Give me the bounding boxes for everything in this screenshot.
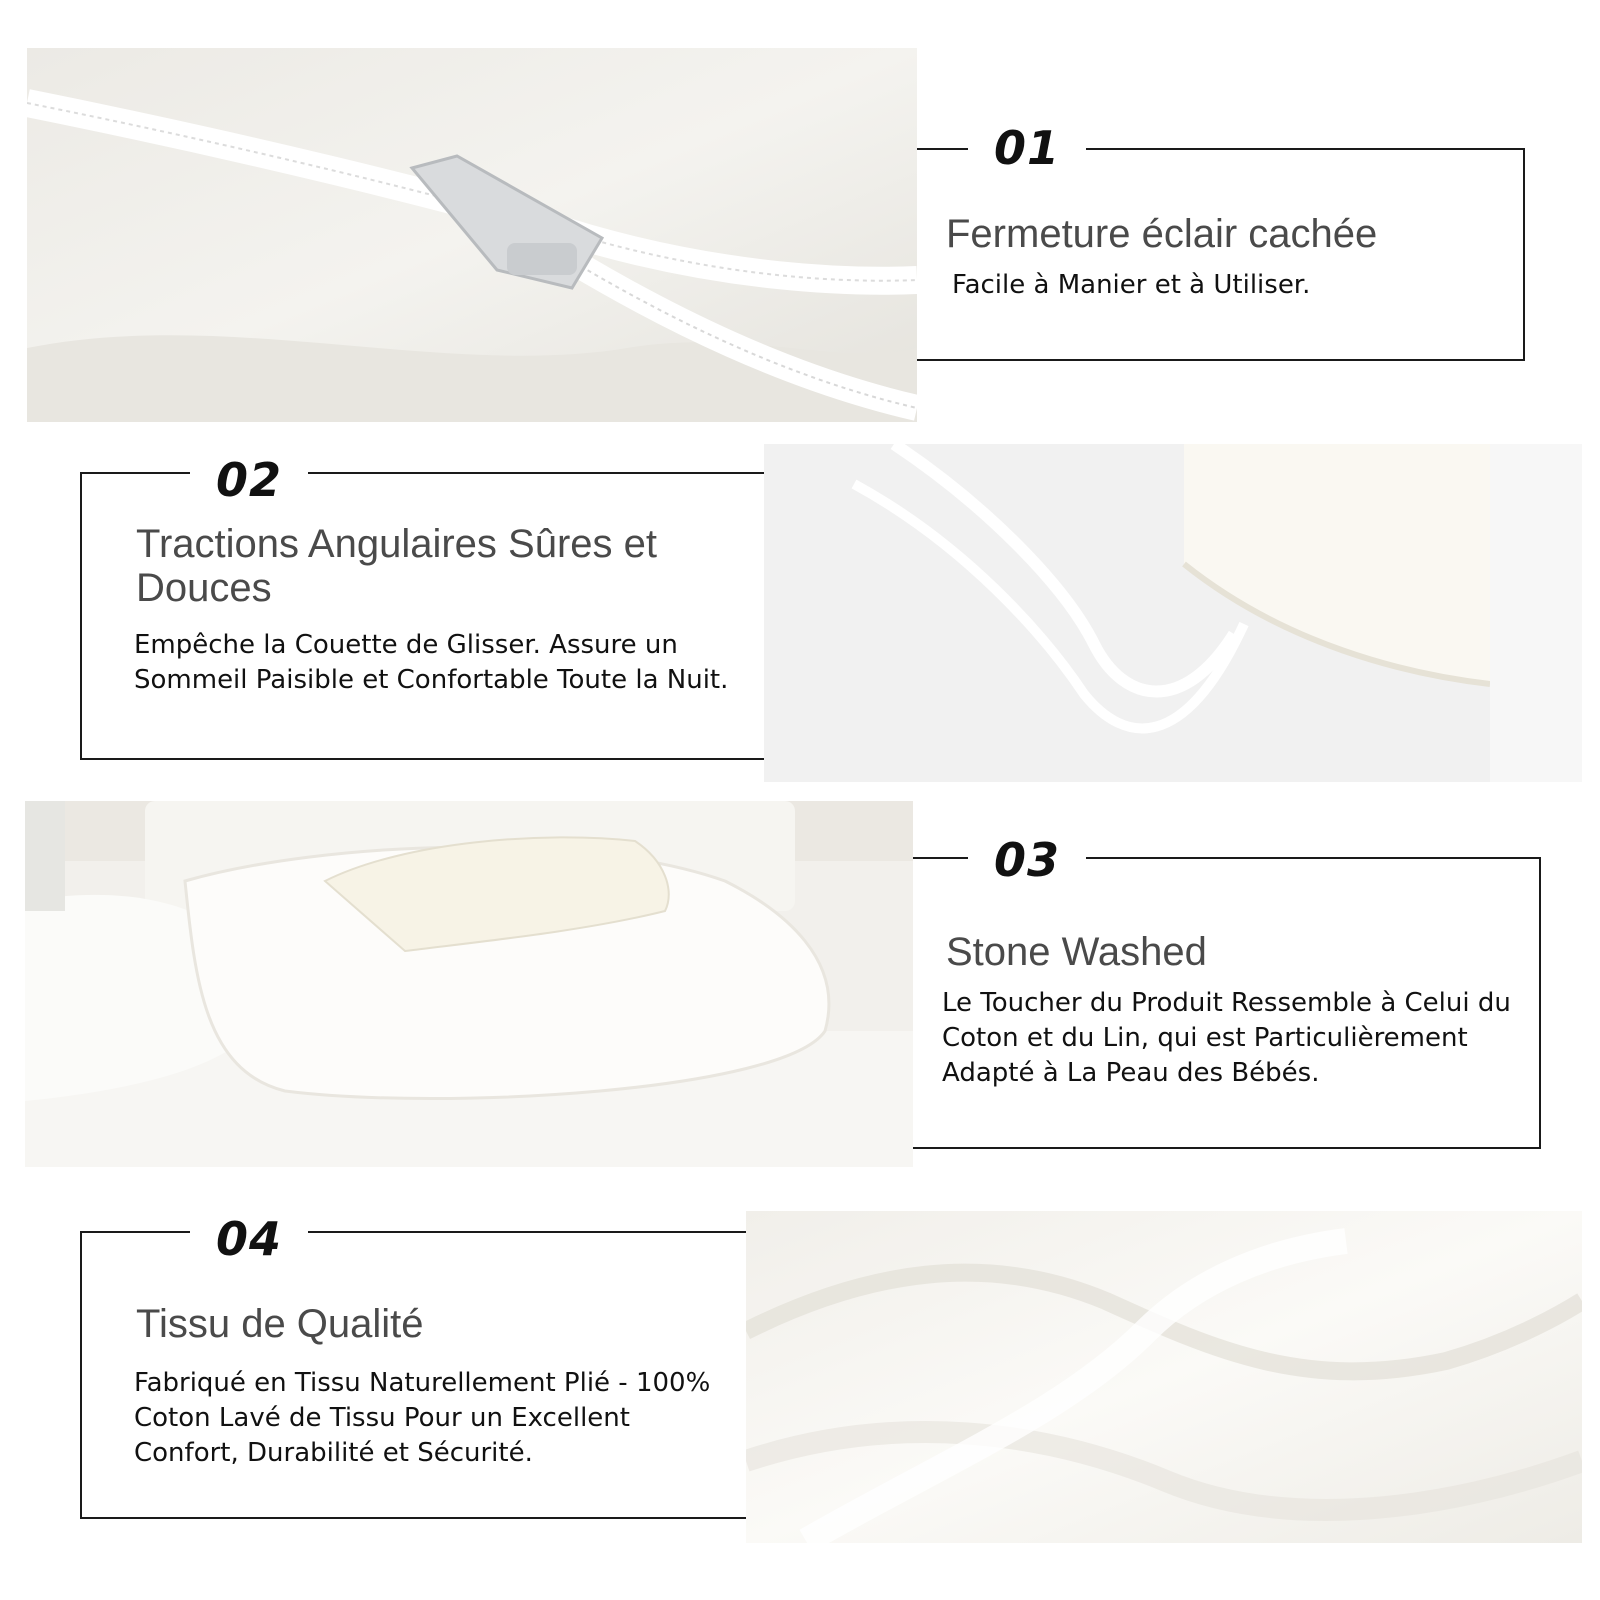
feature-03-number: 03 — [968, 835, 1086, 885]
feature-02-title: Tractions Angulaires Sûres et Douces — [136, 522, 657, 610]
feature-01-description: Facile à Manier et à Utiliser. — [952, 270, 1311, 300]
corner-tie-photo-edge — [1490, 444, 1582, 782]
feature-04-number: 04 — [190, 1214, 308, 1264]
feature-04-title: Tissu de Qualité — [136, 1302, 424, 1346]
feature-03-title: Stone Washed — [946, 930, 1207, 974]
feature-01-title: Fermeture éclair cachée — [946, 212, 1378, 256]
feature-02-number: 02 — [190, 455, 308, 505]
feature-01-number: 01 — [968, 123, 1086, 173]
feature-04-description: Fabriqué en Tissu Naturellement Plié - 100% Coton Lavé de Tissu Pour un Excellent Confort, Durabilité et Sécurité. — [134, 1368, 711, 1468]
corner-tie-photo — [764, 444, 1490, 782]
pillow-photo — [25, 801, 913, 1167]
fabric-photo — [746, 1211, 1582, 1543]
feature-03-description: Le Toucher du Produit Ressemble à Celui du Coton et du Lin, qui est Particulièrement Adapté à La Peau des Bébés. — [942, 988, 1511, 1088]
feature-02-frame — [80, 472, 764, 760]
feature-02-description: Empêche la Couette de Glisser. Assure un Sommeil Paisible et Confortable Toute la Nuit. — [134, 630, 729, 695]
zipper-photo — [27, 48, 917, 422]
